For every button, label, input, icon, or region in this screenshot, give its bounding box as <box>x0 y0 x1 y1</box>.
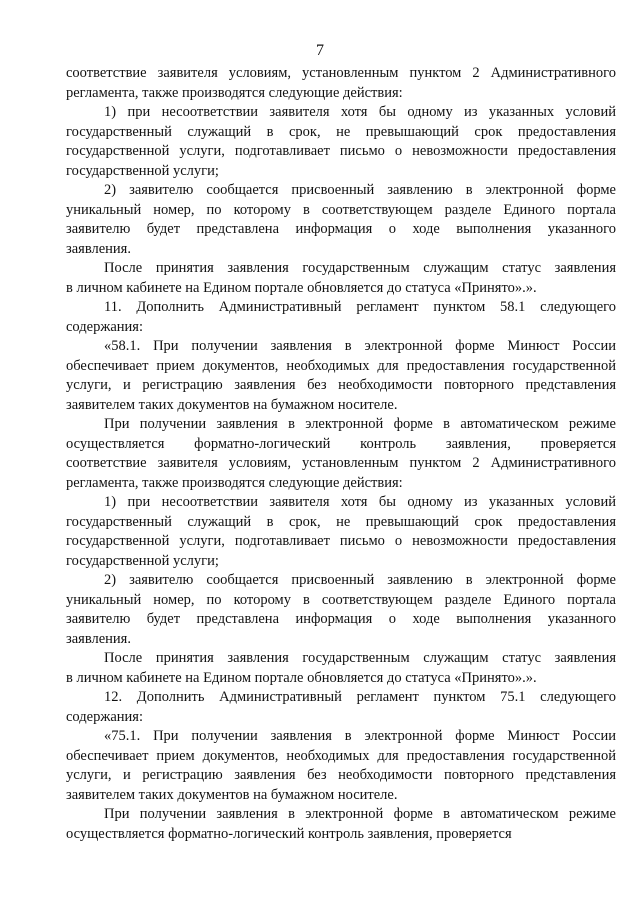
text-line: «58.1. При получении заявления в электронной форме Минюст России <box>104 338 616 354</box>
text-line: осуществляется форматно-логический контроль заявления, проверяется <box>66 435 616 452</box>
paragraph <box>66 337 616 415</box>
text-line: заявителем таких документов на бумажном носителе. <box>66 786 398 803</box>
text-line: 2) заявителю сообщается присвоенный заявлению в электронной форме <box>104 182 616 198</box>
text-line: государственной услуги; <box>66 162 219 179</box>
text-line: уникальный номер, по которому в соответствующем разделе Единого портала <box>66 591 616 608</box>
text-line: государственный служащий в срок, не превышающий срок предоставления <box>66 513 616 530</box>
text-line: государственный служащий в срок, не превышающий срок предоставления <box>66 123 616 140</box>
text-line: заявления. <box>66 630 131 647</box>
text-line: в личном кабинете на Едином портале обновляется до статуса «Принято».». <box>66 279 537 296</box>
text-line: регламента, также производятся следующие действия: <box>66 474 403 491</box>
text-line: государственной услуги, подготавливает письмо о невозможности предоставления <box>66 143 616 159</box>
text-line: уникальный номер, по которому в соответствующем разделе Единого портала <box>66 201 616 218</box>
paragraph <box>66 688 616 727</box>
text-line: заявления. <box>66 240 131 257</box>
text-line: осуществляется форматно-логический контроль заявления, проверяется <box>66 825 512 842</box>
document-body <box>66 64 616 844</box>
paragraph <box>66 64 616 103</box>
paragraph <box>66 415 616 493</box>
text-line: обеспечивает прием документов, необходимых для предоставления государственной <box>66 747 616 764</box>
text-line: При получении заявления в электронной форме в автоматическом режиме <box>104 806 616 822</box>
text-line: обеспечивает прием документов, необходимых для предоставления государственной <box>66 357 616 374</box>
text-line: регламента, также производятся следующие действия: <box>66 84 403 101</box>
text-line: услуги, и регистрацию заявления без необходимости повторного представления <box>66 377 616 393</box>
paragraph <box>66 493 616 571</box>
text-line: «75.1. При получении заявления в электронной форме Минюст России <box>104 728 616 744</box>
text-line: После принятия заявления государственным служащим статус заявления <box>104 650 616 666</box>
page-number: 7 <box>316 42 324 59</box>
text-line: в личном кабинете на Едином портале обновляется до статуса «Принято».». <box>66 669 537 686</box>
text-line: государственной услуги; <box>66 552 219 569</box>
text-line: После принятия заявления государственным служащим статус заявления <box>104 260 616 276</box>
text-line: государственной услуги, подготавливает письмо о невозможности предоставления <box>66 533 616 549</box>
text-line: содержания: <box>66 708 144 725</box>
paragraph <box>66 259 616 298</box>
text-line: 1) при несоответствии заявителя хотя бы одному из указанных условий <box>104 494 616 510</box>
paragraph <box>66 298 616 337</box>
text-line: заявителю будет представлена информация о ходе выполнения указанного <box>66 221 616 237</box>
paragraph <box>66 649 616 688</box>
paragraph <box>66 727 616 805</box>
text-line: соответствие заявителя условиям, установленным пунктом 2 Административного <box>66 65 616 81</box>
text-line: заявителем таких документов на бумажном носителе. <box>66 396 398 413</box>
paragraph <box>66 571 616 649</box>
text-line: 1) при несоответствии заявителя хотя бы одному из указанных условий <box>104 104 616 120</box>
text-line: При получении заявления в электронной форме в автоматическом режиме <box>104 416 616 432</box>
text-line: 11. Дополнить Административный регламент пунктом 58.1 следующего <box>104 299 616 315</box>
text-line: соответствие заявителя условиям, установленным пунктом 2 Административного <box>66 455 616 471</box>
paragraph <box>66 103 616 181</box>
text-line: содержания: <box>66 318 144 335</box>
text-line: заявителю будет представлена информация о ходе выполнения указанного <box>66 611 616 627</box>
paragraph <box>66 181 616 259</box>
text-line: 12. Дополнить Административный регламент пунктом 75.1 следующего <box>104 689 616 705</box>
paragraph <box>66 805 616 844</box>
text-line: 2) заявителю сообщается присвоенный заявлению в электронной форме <box>104 572 616 588</box>
text-line: услуги, и регистрацию заявления без необходимости повторного представления <box>66 767 616 783</box>
